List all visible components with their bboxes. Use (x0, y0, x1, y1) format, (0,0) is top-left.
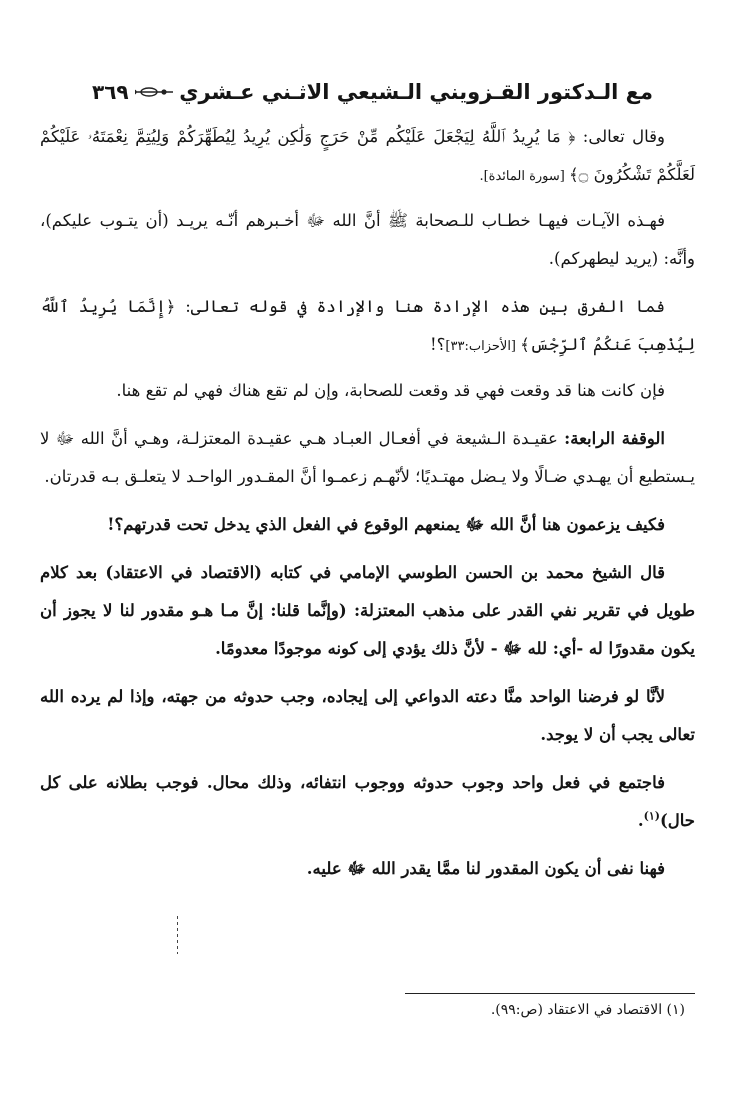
paragraph-quote-end: فاجتمع في فعل واحد وجوب حدوثه ووجوب انتفائه، وذلك محال. فوجب بطلانه على كل حال)$^{(١)}$. (40, 773, 695, 830)
verse-reference: [الأحزاب:٣٣] (445, 339, 521, 354)
quran-verse: ﴿ مَا يُرِيدُ ٱللَّهُ لِيَجْعَلَ عَلَيْكُم مِّنْ حَرَجٍ وَلَٰكِن يُرِيدُ لِيُطَهِّرَكُمْ وَلِيُتِمَّ نِعْمَتَهُۥ عَلَيْكُمْ لَعَلَّكُمْ تَشْكُرُونَ ۝﴾ (40, 127, 695, 184)
footnote (40, 998, 685, 1022)
paragraph-quran-ahzab: فما الفرق بين هذه الإرادة هنا والإرادة في قوله تعالى: ﴿إِنَّمَا يُرِيدُ ٱللَّهُ لِيُذْهِبَ عَنكُمُ ٱلرِّجْسَ﴾ [الأحزاب:٣٣]؟! (40, 297, 695, 354)
footnote-number: (١) (666, 1002, 685, 1018)
footnote-separator (405, 993, 695, 994)
paragraph-quran-maidah: وقال تعالى: ﴿ مَا يُرِيدُ ٱللَّهُ لِيَجْعَلَ عَلَيْكُم مِّنْ حَرَجٍ وَلَٰكِن يُرِيدُ لِيُطَهِّرَكُمْ وَلِيُتِمَّ نِعْمَتَهُۥ عَلَيْكُمْ لَعَلَّكُمْ تَشْكُرُونَ ۝﴾ [سورة المائدة]. (40, 127, 695, 184)
main-text (40, 118, 695, 898)
page-number: ٣٦٩ (92, 80, 129, 104)
margin-mark (176, 916, 179, 954)
running-header (92, 74, 653, 110)
paragraph-tusi-quote: قال الشيخ محمد بن الحسن الطوسي الإمامي في كتابه (الاقتصاد في الاعتقاد) بعد كلام طويل في تقرير نفي القدر على مذهب المعتزلة: (وإنَّما قلنا: إنَّ مـا هـو مقدور لنا لا يجوز أن يكون مقدورًا له -أي: لله ﷻ - لأنَّ ذلك يؤدي إلى كونه موجودًا معدومًا. (40, 563, 695, 658)
paragraph-fourth-pause: الوقفة الرابعة: عقيـدة الـشيعة في أفعـال العبـاد هـي عقيـدة المعتزلـة، وهـي أنَّ الله ﷻ لا يـستطيع أن يهـدي ضـالًا ولا يـضل مهتـديًا؛ لأنّهـم زعمـوا أنَّ المقـدور الواحـد لا يتعلـق بـه قدرتان. (40, 429, 695, 486)
paragraph-conclusion: فهنا نفى أن يكون المقدور لنا ممَّا يقدر الله ﷻ عليه. (306, 859, 665, 878)
section-label: الوقفة الرابعة: (564, 429, 666, 448)
paragraph: فهـذه الآيـات فيهـا خطـاب للـصحابة ﷺ أنَّ الله ﷻ أخـبرهم أنّـه يريـد (أن يتـوب عليكم)، وأنَّه: (يريد ليطهركم). (40, 211, 695, 268)
footnote-marker: (١) (643, 809, 660, 823)
header-ornament (135, 83, 174, 101)
quran-verse: ﴿إِنَّمَا يُرِيدُ ٱللَّهُ لِيُذْهِبَ عَنكُمُ ٱلرِّجْسَ﴾ (40, 297, 695, 354)
paragraph: فإن كانت هنا قد وقعت فهي قد وقعت للصحابة، وإن لم تقع هناك فهي لم تقع هنا. (116, 381, 665, 400)
verse-reference: [سورة المائدة]. (479, 169, 569, 184)
paragraph-quote-continued: لأنَّا لو فرضنا الواحد منَّا دعته الدواعي إلى إيجاده، وجب حدوثه من جهته، وإذا لم يرده الله تعالى يجب أن لا يوجد. (40, 687, 695, 744)
footnote-text: الاقتصاد في الاعتقاد (ص:٩٩). (490, 1002, 667, 1018)
header-title: مع الـدكتور القـزويني الـشيعي الاثـني عـشري (179, 80, 653, 104)
paragraph-question: فكيف يزعمون هنا أنَّ الله ﷻ يمنعهم الوقوع في الفعل الذي يدخل تحت قدرتهم؟! (107, 515, 665, 534)
